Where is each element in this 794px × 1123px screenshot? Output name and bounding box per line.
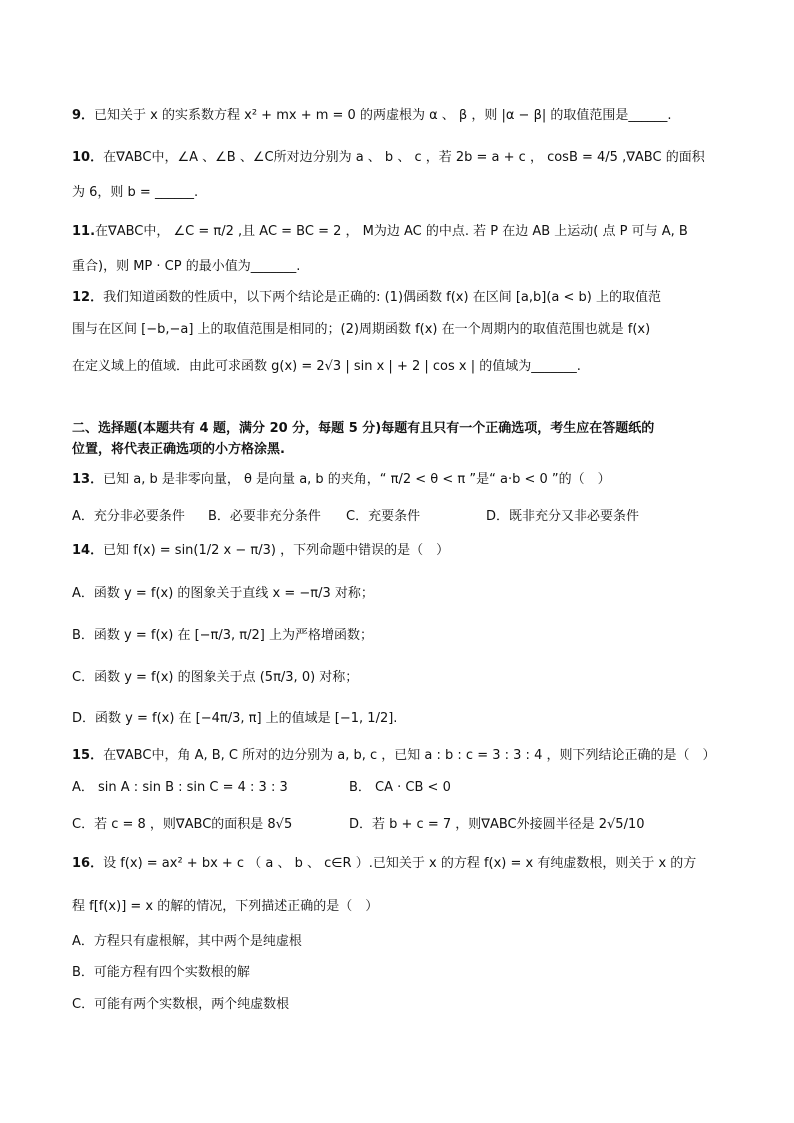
q13-option-c: C．充要条件 <box>346 509 421 524</box>
question-16-cont <box>72 897 732 917</box>
q14-option-d: D．函数 y = f(x) 在 [−4π/3, π] 上的值域是 [−1, 1/2]. <box>72 711 398 726</box>
question-text: 在∇ABC中， ∠C = π/2 ,且 AC = BC = 2 ， M为边 AC 的中点. 若 P 在边 AB 上运动( 点 P 可与 A, B <box>95 224 688 239</box>
question-number: 12． <box>72 290 104 305</box>
section-heading-line1: 二、选择题(本题共有 4 题，满分 20 分，每题 5 分)每题有且只有一个正确选项，考生应在答题纸的 <box>72 421 655 436</box>
question-15 <box>72 746 732 766</box>
q14-option-b: B．函数 y = f(x) 在 [−π/3, π/2] 上为严格增函数； <box>72 628 373 643</box>
question-number: 10． <box>72 150 104 165</box>
question-number: 11. <box>72 224 96 239</box>
section-heading <box>72 419 732 439</box>
q16-option-b: B．可能方程有四个实数根的解 <box>72 965 250 980</box>
q13-option-a: A．充分非必要条件 <box>72 509 185 524</box>
question-text: 在∇ABC中，角 A, B, C 所对的边分别为 a, b, c ，已知 a : b : c = 3 : 3 : 4 ，则下列结论正确的是（ ） <box>103 748 716 763</box>
question-text: 围与在区间 [−b,−a] 上的取值范围是相同的；(2)周期函数 f(x) 在一个周期内的取值范围也就是 f(x) <box>72 322 651 337</box>
q13-option-d: D．既非充分又非必要条件 <box>486 509 640 524</box>
q13-option-b: B．必要非充分条件 <box>208 509 321 524</box>
question-text: 程 f[f(x)] = x 的解的情况，下列描述正确的是（ ） <box>72 899 379 914</box>
q14-option-c: C．函数 y = f(x) 的图象关于点 (5π/3, 0) 对称； <box>72 670 359 685</box>
question-10 <box>72 148 732 168</box>
section-heading-line2: 位置，将代表正确选项的小方格涂黑. <box>72 442 285 457</box>
question-text: 已知关于 x 的实系数方程 x² + mx + m = 0 的两虚根为 α 、 β ，则 |α − β| 的取值范围是______. <box>94 108 672 123</box>
section-heading-cont <box>72 440 732 460</box>
q14-option-a: A．函数 y = f(x) 的图象关于直线 x = −π/3 对称； <box>72 586 374 601</box>
question-text: 已知 a, b 是非零向量， θ 是向量 a, b 的夹角，“ π/2 < θ < π ”是“ a·b < 0 ”的（ ） <box>103 472 611 487</box>
question-12-cont2 <box>72 357 732 377</box>
question-14 <box>72 541 732 561</box>
question-text: 在∇ABC中，∠A 、∠B 、∠C所对边分别为 a 、 b 、 c ，若 2b = a + c ， cosB = 4/5 ,∇ABC 的面积 <box>103 150 705 165</box>
question-9 <box>72 106 732 126</box>
q15-option-d: D．若 b + c = 7 ，则∇ABC外接圆半径是 2√5/10 <box>349 817 645 832</box>
question-number: 9． <box>72 108 95 123</box>
question-text: 重合)，则 MP · CP 的最小值为_______. <box>72 259 301 274</box>
question-number: 14． <box>72 543 104 558</box>
question-number: 13． <box>72 472 104 487</box>
question-number: 15． <box>72 748 104 763</box>
question-16 <box>72 854 732 874</box>
q15-option-c: C．若 c = 8 ，则∇ABC的面积是 8√5 <box>72 817 293 832</box>
question-12 <box>72 288 732 308</box>
question-11 <box>72 222 732 242</box>
q16-option-c: C．可能有两个实数根，两个纯虚数根 <box>72 997 290 1012</box>
question-10-cont <box>72 183 732 203</box>
question-text: 设 f(x) = ax² + bx + c （ a 、 b 、 c∈R ）.已知关于 x 的方程 f(x) = x 有纯虚数根，则关于 x 的方 <box>103 856 697 871</box>
q15-option-b: B． CA · CB < 0 <box>349 780 451 795</box>
q15-option-a: A． sin A : sin B : sin C = 4 : 3 : 3 <box>72 780 288 795</box>
q16-option-a: A．方程只有虚根解，其中两个是纯虚根 <box>72 934 302 949</box>
question-12-cont1 <box>72 320 732 340</box>
question-11-cont <box>72 257 732 277</box>
question-text: 我们知道函数的性质中，以下两个结论是正确的: (1)偶函数 f(x) 在区间 [a,b](a < b) 上的取值范 <box>103 290 661 305</box>
question-13 <box>72 470 732 490</box>
question-text: 已知 f(x) = sin(1/2 x − π/3) ，下列命题中错误的是（ ） <box>103 543 450 558</box>
question-text: 在定义域上的值域．由此可求函数 g(x) = 2√3 | sin x | + 2 | cos x | 的值域为_______. <box>72 359 581 374</box>
question-text: 为 6，则 b = ______. <box>72 185 199 200</box>
question-number: 16． <box>72 856 104 871</box>
